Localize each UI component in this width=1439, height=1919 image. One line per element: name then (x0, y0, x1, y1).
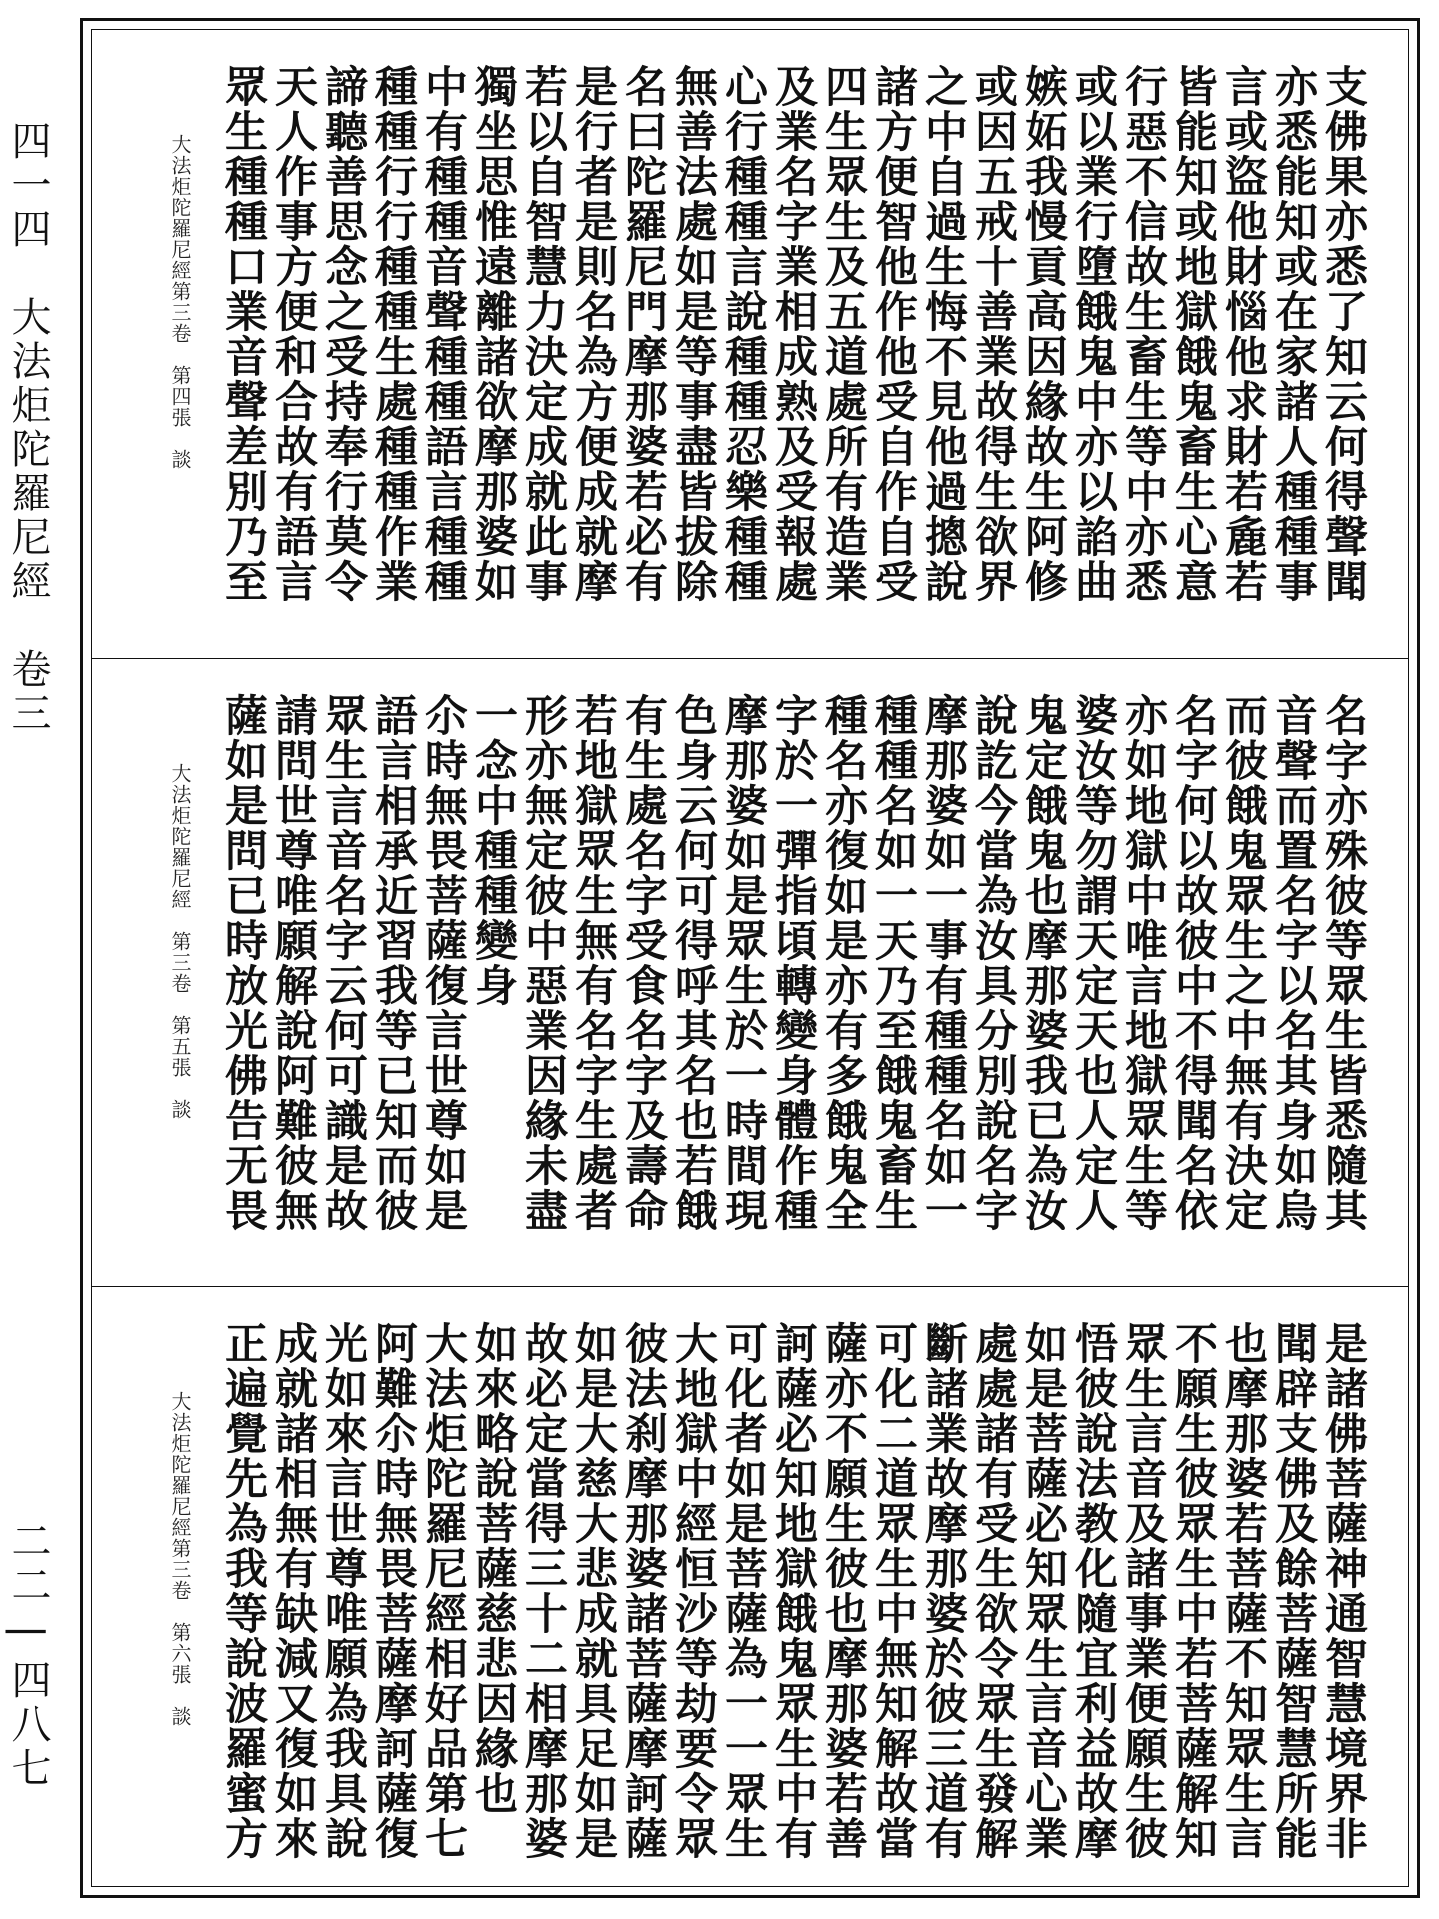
text-column: 處處諸有受生欲令眾生發解 (968, 1321, 1018, 1861)
text-column: 行惡不信故生畜生等中亦悉 (1118, 64, 1168, 604)
text-column: 支佛果亦悉了知云何得聲聞 (1318, 64, 1368, 604)
colophon-note: 大法炬陀羅尼經第三卷 第六張 談 (168, 1391, 192, 1727)
text-column: 訶薩必知地獄餓鬼眾生中有 (768, 1321, 818, 1861)
text-column: 亦如地獄中唯言地獄眾生等 (1118, 693, 1168, 1233)
text-column: 如是大慈大悲成就具足如是 (568, 1321, 618, 1861)
text-column: 及業名字業相成熟及受報處 (768, 64, 818, 604)
text-column: 或因五戒十善業故得生欲界 (968, 64, 1018, 604)
volume-label: 四一四 大法炬陀羅尼經 卷三 (5, 120, 51, 736)
column-group-3 (156, 1321, 1368, 1881)
text-column: 眾生言音及諸事業便願生彼 (1118, 1321, 1168, 1861)
text-column: 有生處名字受食名字及壽命 (618, 693, 668, 1233)
text-column: 名字亦殊彼等眾生皆悉隨其 (1318, 693, 1368, 1233)
text-column: 可化二道眾生中無知解故當 (868, 1321, 918, 1861)
text-column: 光如來言世尊唯願為我具說 (318, 1321, 368, 1861)
text-column: 成就諸相無有缺減又復如來 (268, 1321, 318, 1861)
text-panel-1 (92, 30, 1408, 658)
column-group-1 (156, 64, 1368, 624)
text-column: 可化者如是菩薩為一一眾生 (718, 1321, 768, 1861)
text-column: 言或盜他財惱他求財若麁若 (1218, 64, 1268, 604)
page-number-label: 二二 | 四八七 (5, 1520, 51, 1791)
text-column: 諸方便智他作他受自作自受 (868, 64, 918, 604)
text-column: 種種行行種種生處種種作業 (368, 64, 418, 604)
text-column: 天人作事方便和合故有語言 (268, 64, 318, 604)
text-column: 阿難尒時無畏菩薩摩訶薩復 (368, 1321, 418, 1861)
text-column: 摩那婆如是眾生於一時間現 (718, 693, 768, 1233)
text-column: 而彼餓鬼眾生之中無有決定 (1218, 693, 1268, 1233)
text-column: 也摩那婆若菩薩不知眾生言 (1218, 1321, 1268, 1861)
text-column: 若以自智慧力決定成就此事 (518, 64, 568, 604)
text-column: 聞辟支佛及餘菩薩智慧所能 (1268, 1321, 1318, 1861)
text-column: 大法炬陀羅尼經相好品第七 (418, 1321, 468, 1861)
text-column: 是行者是則名為方便成就摩 (568, 64, 618, 604)
text-column: 無善法處如是等事盡皆拔除 (668, 64, 718, 604)
page-frame (80, 18, 1420, 1898)
text-column: 若地獄眾生無有名字生處者 (568, 693, 618, 1233)
page-frame-inner (91, 29, 1409, 1887)
text-column: 正遍覺先為我等說波羅蜜方 (218, 1321, 268, 1861)
text-column: 彼法刹摩那婆諸菩薩摩訶薩 (618, 1321, 668, 1861)
text-column: 獨坐思惟遠離諸欲摩那婆如 (468, 64, 518, 604)
text-column: 摩那婆如一事有種種名如一 (918, 693, 968, 1233)
text-column: 一念中種種變身 (468, 693, 518, 1008)
text-column: 是諸佛菩薩神通智慧境界非 (1318, 1321, 1368, 1861)
text-column: 鬼定餓鬼也摩那婆我已為汝 (1018, 693, 1068, 1233)
text-column: 種種名如一天乃至餓鬼畜生 (868, 693, 918, 1233)
text-column: 心行種種言說種種忍樂種種 (718, 64, 768, 604)
text-column: 色身云何可得呼其名也若餓 (668, 693, 718, 1233)
text-column: 字於一彈指頃轉變身體作種 (768, 693, 818, 1233)
text-column: 不願生彼眾生中若菩薩解知 (1168, 1321, 1218, 1861)
text-column: 說訖今當為汝具分別說名字 (968, 693, 1018, 1233)
text-column: 大地獄中經恒沙等劫要令眾 (668, 1321, 718, 1861)
text-column: 婆汝等勿謂天定天也人定人 (1068, 693, 1118, 1233)
text-column: 形亦無定彼中惡業因緣未盡 (518, 693, 568, 1233)
text-column: 尒時無畏菩薩復言世尊如是 (418, 693, 468, 1233)
text-column: 中有種種音聲種種語言種種 (418, 64, 468, 604)
text-column: 或以業行墮餓鬼中亦以諂曲 (1068, 64, 1118, 604)
text-column: 語言相承近習我等已知而彼 (368, 693, 418, 1233)
text-column: 故必定當得三十二相摩那婆 (518, 1321, 568, 1861)
text-column: 之中自過生悔不見他過摠說 (918, 64, 968, 604)
text-column: 薩亦不願生彼也摩那婆若善 (818, 1321, 868, 1861)
text-column: 斷諸業故摩那婆於彼三道有 (918, 1321, 968, 1861)
text-column: 如來略說菩薩慈悲因緣也 (468, 1321, 518, 1816)
text-column: 諦聽善思念之受持奉行莫令 (318, 64, 368, 604)
text-panel-3 (92, 1286, 1408, 1886)
colophon-note: 大法炬陀羅尼經 第三卷 第五張 談 (168, 763, 192, 1120)
text-column: 如是菩薩必知眾生言音心業 (1018, 1321, 1068, 1861)
text-column: 種名亦復如是亦有多餓鬼全 (818, 693, 868, 1233)
outer-margin (0, 0, 70, 1919)
text-column: 嫉妬我慢貢高因緣故生阿修 (1018, 64, 1068, 604)
text-column: 亦悉能知或在家諸人種種事 (1268, 64, 1318, 604)
text-panel-2 (92, 658, 1408, 1286)
colophon-note: 大法炬陀羅尼經第三卷 第四張 談 (168, 134, 192, 470)
text-column: 眾生種種口業音聲差別乃至 (218, 64, 268, 604)
text-column: 請問世尊唯願解說阿難彼無 (268, 693, 318, 1233)
text-column: 薩如是問已時放光佛告无畏 (218, 693, 268, 1233)
text-column: 名曰陀羅尼門摩那婆若必有 (618, 64, 668, 604)
text-column: 音聲而置名字以名其身如烏 (1268, 693, 1318, 1233)
text-column: 悟彼說法教化隨宜利益故摩 (1068, 1321, 1118, 1861)
text-column: 眾生言音名字云何可識是故 (318, 693, 368, 1233)
column-group-2 (156, 693, 1368, 1253)
text-column: 名字何以故彼中不得聞名依 (1168, 693, 1218, 1233)
text-column: 四生眾生及五道處所有造業 (818, 64, 868, 604)
text-column: 皆能知或地獄餓鬼畜生心意 (1168, 64, 1218, 604)
